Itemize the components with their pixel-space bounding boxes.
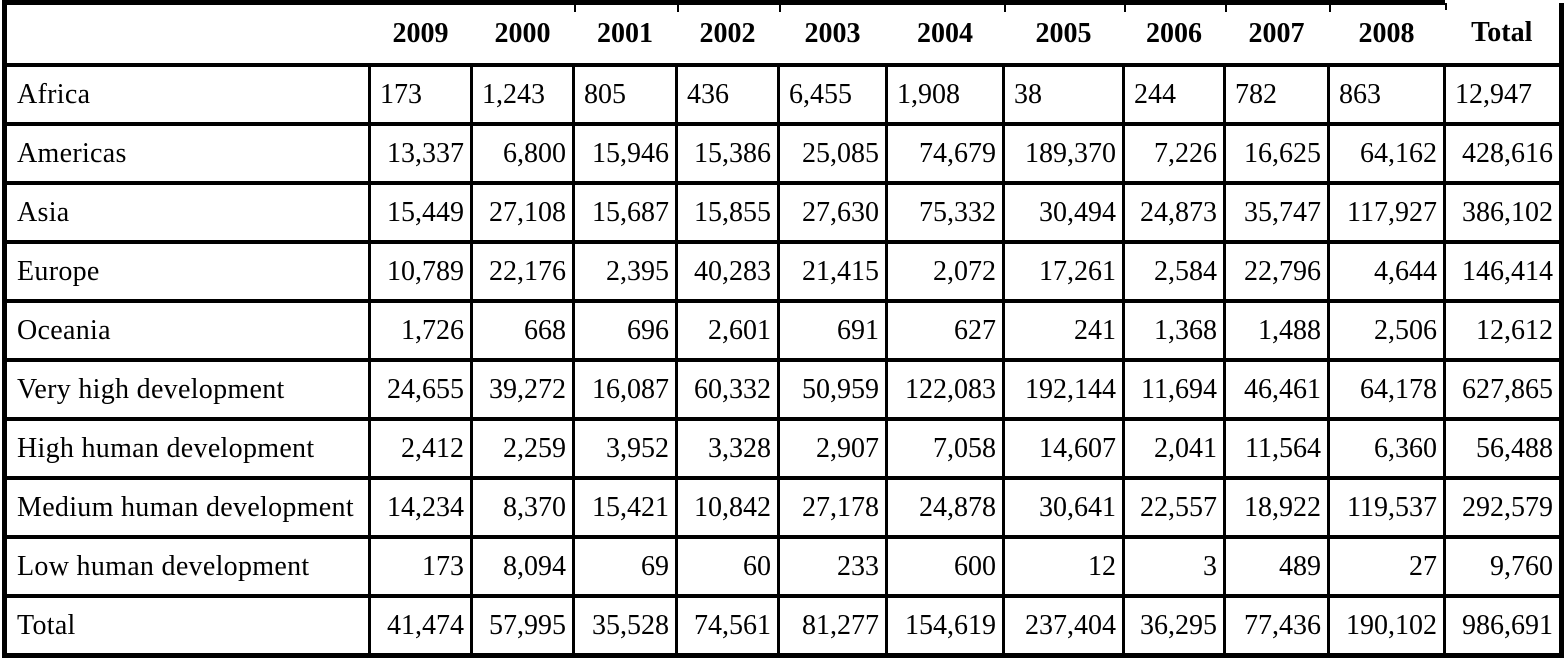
data-cell: 15,449 — [370, 183, 472, 242]
data-cell: 6,800 — [472, 124, 574, 183]
data-cell: 15,687 — [574, 183, 677, 242]
data-cell: 21,415 — [779, 242, 887, 301]
data-cell: 782 — [1225, 65, 1329, 124]
column-header-2002: 2002 — [677, 3, 779, 66]
corner-header-cell — [5, 3, 370, 66]
data-cell: 40,283 — [677, 242, 779, 301]
data-cell: 24,873 — [1124, 183, 1225, 242]
column-header-2007: 2007 — [1225, 3, 1329, 66]
data-cell: 691 — [779, 301, 887, 360]
data-cell: 22,796 — [1225, 242, 1329, 301]
header-row — [5, 3, 1562, 66]
data-cell: 13,337 — [370, 124, 472, 183]
data-cell: 30,494 — [1004, 183, 1124, 242]
data-cell: 57,995 — [472, 596, 574, 656]
data-cell: 1,368 — [1124, 301, 1225, 360]
data-cell: 2,395 — [574, 242, 677, 301]
data-cell: 7,058 — [887, 419, 1004, 478]
data-cell: 17,261 — [1004, 242, 1124, 301]
data-cell: 2,601 — [677, 301, 779, 360]
data-cell: 77,436 — [1225, 596, 1329, 656]
row-label-oceania: Oceania — [5, 301, 370, 360]
data-cell: 41,474 — [370, 596, 472, 656]
data-cell: 805 — [574, 65, 677, 124]
data-cell: 15,855 — [677, 183, 779, 242]
data-cell: 10,842 — [677, 478, 779, 537]
data-cell: 15,421 — [574, 478, 677, 537]
data-cell: 3,328 — [677, 419, 779, 478]
data-cell: 24,878 — [887, 478, 1004, 537]
row-label-total: Total — [5, 596, 370, 656]
row-label-asia: Asia — [5, 183, 370, 242]
column-header-2006: 2006 — [1124, 3, 1225, 66]
column-header-2003: 2003 — [779, 3, 887, 66]
data-cell: 119,537 — [1329, 478, 1445, 537]
table-row-oceania — [5, 301, 1562, 360]
data-cell: 12 — [1004, 537, 1124, 596]
data-cell: 2,072 — [887, 242, 1004, 301]
data-cell: 2,907 — [779, 419, 887, 478]
table-row-low-human-development — [5, 537, 1562, 596]
data-cell: 64,178 — [1329, 360, 1445, 419]
row-label-medium-human-development: Medium human development — [5, 478, 370, 537]
data-cell: 233 — [779, 537, 887, 596]
data-cell: 7,226 — [1124, 124, 1225, 183]
table-row-very-high-development — [5, 360, 1562, 419]
data-cell: 436 — [677, 65, 779, 124]
data-cell: 428,616 — [1445, 124, 1562, 183]
data-cell: 16,625 — [1225, 124, 1329, 183]
data-cell: 69 — [574, 537, 677, 596]
table-body — [5, 65, 1562, 656]
data-cell: 4,644 — [1329, 242, 1445, 301]
data-cell: 863 — [1329, 65, 1445, 124]
data-cell: 1,243 — [472, 65, 574, 124]
data-cell: 2,041 — [1124, 419, 1225, 478]
data-cell: 627 — [887, 301, 1004, 360]
table-row-europe — [5, 242, 1562, 301]
data-cell: 154,619 — [887, 596, 1004, 656]
data-cell: 627,865 — [1445, 360, 1562, 419]
data-cell: 122,083 — [887, 360, 1004, 419]
data-cell: 22,557 — [1124, 478, 1225, 537]
data-cell: 60,332 — [677, 360, 779, 419]
data-cell: 190,102 — [1329, 596, 1445, 656]
data-cell: 15,946 — [574, 124, 677, 183]
column-header-total: Total — [1445, 3, 1562, 66]
row-label-very-high-development: Very high development — [5, 360, 370, 419]
row-label-americas: Americas — [5, 124, 370, 183]
data-cell: 244 — [1124, 65, 1225, 124]
data-cell: 14,234 — [370, 478, 472, 537]
data-cell: 12,947 — [1445, 65, 1562, 124]
data-cell: 10,789 — [370, 242, 472, 301]
data-cell: 8,094 — [472, 537, 574, 596]
data-cell: 64,162 — [1329, 124, 1445, 183]
data-cell: 12,612 — [1445, 301, 1562, 360]
column-header-2004: 2004 — [887, 3, 1004, 66]
data-cell: 2,506 — [1329, 301, 1445, 360]
data-cell: 386,102 — [1445, 183, 1562, 242]
data-cell: 11,564 — [1225, 419, 1329, 478]
data-cell: 600 — [887, 537, 1004, 596]
data-table — [2, 0, 1564, 658]
table-container — [2, 0, 1563, 658]
data-cell: 6,455 — [779, 65, 887, 124]
data-cell: 192,144 — [1004, 360, 1124, 419]
data-cell: 74,561 — [677, 596, 779, 656]
data-cell: 241 — [1004, 301, 1124, 360]
data-cell: 237,404 — [1004, 596, 1124, 656]
data-cell: 25,085 — [779, 124, 887, 183]
data-cell: 27 — [1329, 537, 1445, 596]
table-row-total — [5, 596, 1562, 656]
data-cell: 1,726 — [370, 301, 472, 360]
data-cell: 11,694 — [1124, 360, 1225, 419]
data-cell: 18,922 — [1225, 478, 1329, 537]
table-row-americas — [5, 124, 1562, 183]
data-cell: 22,176 — [472, 242, 574, 301]
data-cell: 3,952 — [574, 419, 677, 478]
data-cell: 16,087 — [574, 360, 677, 419]
data-cell: 46,461 — [1225, 360, 1329, 419]
data-cell: 1,908 — [887, 65, 1004, 124]
data-cell: 2,584 — [1124, 242, 1225, 301]
data-cell: 36,295 — [1124, 596, 1225, 656]
column-header-2005: 2005 — [1004, 3, 1124, 66]
data-cell: 146,414 — [1445, 242, 1562, 301]
data-cell: 74,679 — [887, 124, 1004, 183]
data-cell: 3 — [1124, 537, 1225, 596]
data-cell: 24,655 — [370, 360, 472, 419]
data-cell: 2,412 — [370, 419, 472, 478]
data-cell: 30,641 — [1004, 478, 1124, 537]
data-cell: 38 — [1004, 65, 1124, 124]
row-label-europe: Europe — [5, 242, 370, 301]
data-cell: 75,332 — [887, 183, 1004, 242]
data-cell: 27,630 — [779, 183, 887, 242]
data-cell: 986,691 — [1445, 596, 1562, 656]
column-header-2008: 2008 — [1329, 3, 1445, 66]
data-cell: 489 — [1225, 537, 1329, 596]
row-label-low-human-development: Low human development — [5, 537, 370, 596]
data-cell: 8,370 — [472, 478, 574, 537]
column-header-2009: 2009 — [370, 3, 472, 66]
row-label-high-human-development: High human development — [5, 419, 370, 478]
column-header-2001: 2001 — [574, 3, 677, 66]
data-cell: 173 — [370, 537, 472, 596]
data-cell: 50,959 — [779, 360, 887, 419]
table-row-high-human-development — [5, 419, 1562, 478]
data-cell: 9,760 — [1445, 537, 1562, 596]
row-label-africa: Africa — [5, 65, 370, 124]
data-cell: 60 — [677, 537, 779, 596]
data-cell: 668 — [472, 301, 574, 360]
data-cell: 292,579 — [1445, 478, 1562, 537]
table-row-asia — [5, 183, 1562, 242]
data-cell: 696 — [574, 301, 677, 360]
data-cell: 189,370 — [1004, 124, 1124, 183]
data-cell: 35,528 — [574, 596, 677, 656]
data-cell: 1,488 — [1225, 301, 1329, 360]
data-cell: 27,108 — [472, 183, 574, 242]
table-row-medium-human-development — [5, 478, 1562, 537]
data-cell: 35,747 — [1225, 183, 1329, 242]
data-cell: 6,360 — [1329, 419, 1445, 478]
data-cell: 15,386 — [677, 124, 779, 183]
data-cell: 39,272 — [472, 360, 574, 419]
data-cell: 173 — [370, 65, 472, 124]
data-cell: 27,178 — [779, 478, 887, 537]
table-row-africa — [5, 65, 1562, 124]
data-cell: 14,607 — [1004, 419, 1124, 478]
column-header-2000: 2000 — [472, 3, 574, 66]
data-cell: 117,927 — [1329, 183, 1445, 242]
data-cell: 81,277 — [779, 596, 887, 656]
data-cell: 56,488 — [1445, 419, 1562, 478]
data-cell: 2,259 — [472, 419, 574, 478]
